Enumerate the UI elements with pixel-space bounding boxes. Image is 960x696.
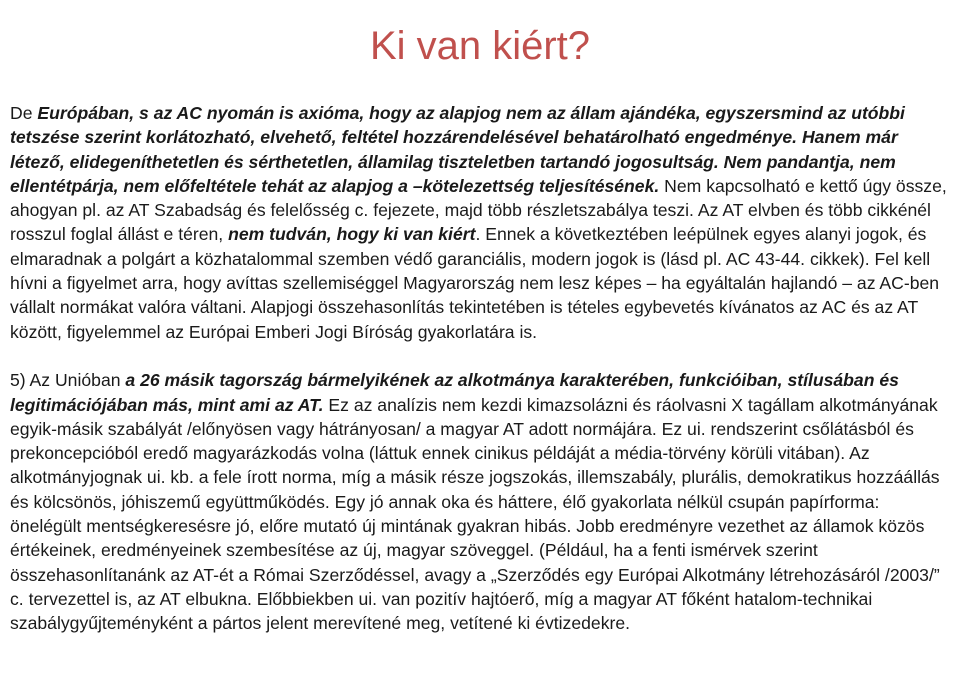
paragraph-1 [10, 101, 955, 344]
para1-emphasis: Európában, s az AC nyomán is axióma, hogy az alapjog nem az állam ajándéka, egyszersmind az utóbbi tetszése szerint korlátozható, elvehető, feltétel hozzárendelésével behatárolható engedménye. Hanem már létező, elidegeníthetetlen és sérthetetlen, államilag tiszteletben tartandó jogosultság. Nem pandantja, nem ellentétpárja, nem előfeltétele tehát az alapjog a –kötelezettség teljesítésének. [10, 103, 905, 196]
paragraph-2 [10, 368, 955, 635]
para2-intro: 5) Az Unióban [10, 370, 126, 391]
paragraph-gap [10, 344, 955, 368]
slide-title: Ki van kiért? [369, 24, 591, 68]
para1-key-phrase: nem tudván, hogy ki van kiért [228, 224, 476, 245]
body-text [10, 101, 955, 636]
para1-conclusion: . Ennek a következtében leépülnek egyes alanyi jogok, és elmaradnak a polgárt a közhatalommal szemben védő garanciális, modern jogok is (lásd pl. AC 43-44. cikkek). Fel kell hívni a figyelmet arra, hogy avíttas szellemiséggel Magyarország nem lesz képes – ha egyáltalán hajlandó – az AC-ben vállalt normákat valóra váltani. Alapjogi összehasonlítás tekintetében is tételes egybevetés kívánatos az AC és az AT között, figyelemmel az Európai Emberi Jogi Bíróság gyakorlatára is. [10, 224, 940, 342]
para1-text: Nem kapcsolható e kettő úgy össze, ahogyan pl. az AT Szabadság és felelősség c. fejezete, majd több részletszabálya teszi. Az AT elvben és több cikkénél rosszul foglal állást e téren, [10, 175, 947, 245]
para1-intro: De [10, 103, 38, 123]
para2-text: Ez az analízis nem kezdi kimazsolázni és ráolvasni X tagállam alkotmányának egyik-másik szabályát /előnyösen vagy hátrányosan/ a magyar AT adott normájára. Ez ui. rendszerint csőlátásból és prekoncepcióból eredő magyarázkodás volna (láttuk ennek cinikus példáját a média-törvény körüli vitában). Az alkotmányjognak ui. kb. a fele írott norma, míg a másik része jogszokás, illemszabály, plurális, demokratikus hozzáállás és kölcsönös, jóhiszemű együttműködés. Egy jó annak oka és háttere, élő gyakorlata nélkül csupán papírforma: önelégült mentségkeresésre jó, előre mutató új mintának gyakran hibás. Jobb eredményre vezethet az államok közös értékeinek, eredményeinek szembesítése az új, magyar szöveggel. (Például, ha a fenti ismérvek szerint összehasonlítanánk az AT-ét a Római Szerződéssel, avagy a „Szerződés egy Európai Alkotmány létrehozásáról /2003/” c. tervezettel is, az AT elbukna. Előbbiekben ui. van pozitív hajtóerő, míg a magyar AT főként hatalom-technikai szabálygyűjteményként a pártos jelent merevítené meg, vetítené ki évtizedekre. [10, 394, 940, 634]
para2-emphasis: a 26 másik tagország bármelyikének az alkotmánya karakterében, funkcióiban, stílusában és legitimációjában más, mint ami az AT. [10, 370, 899, 415]
